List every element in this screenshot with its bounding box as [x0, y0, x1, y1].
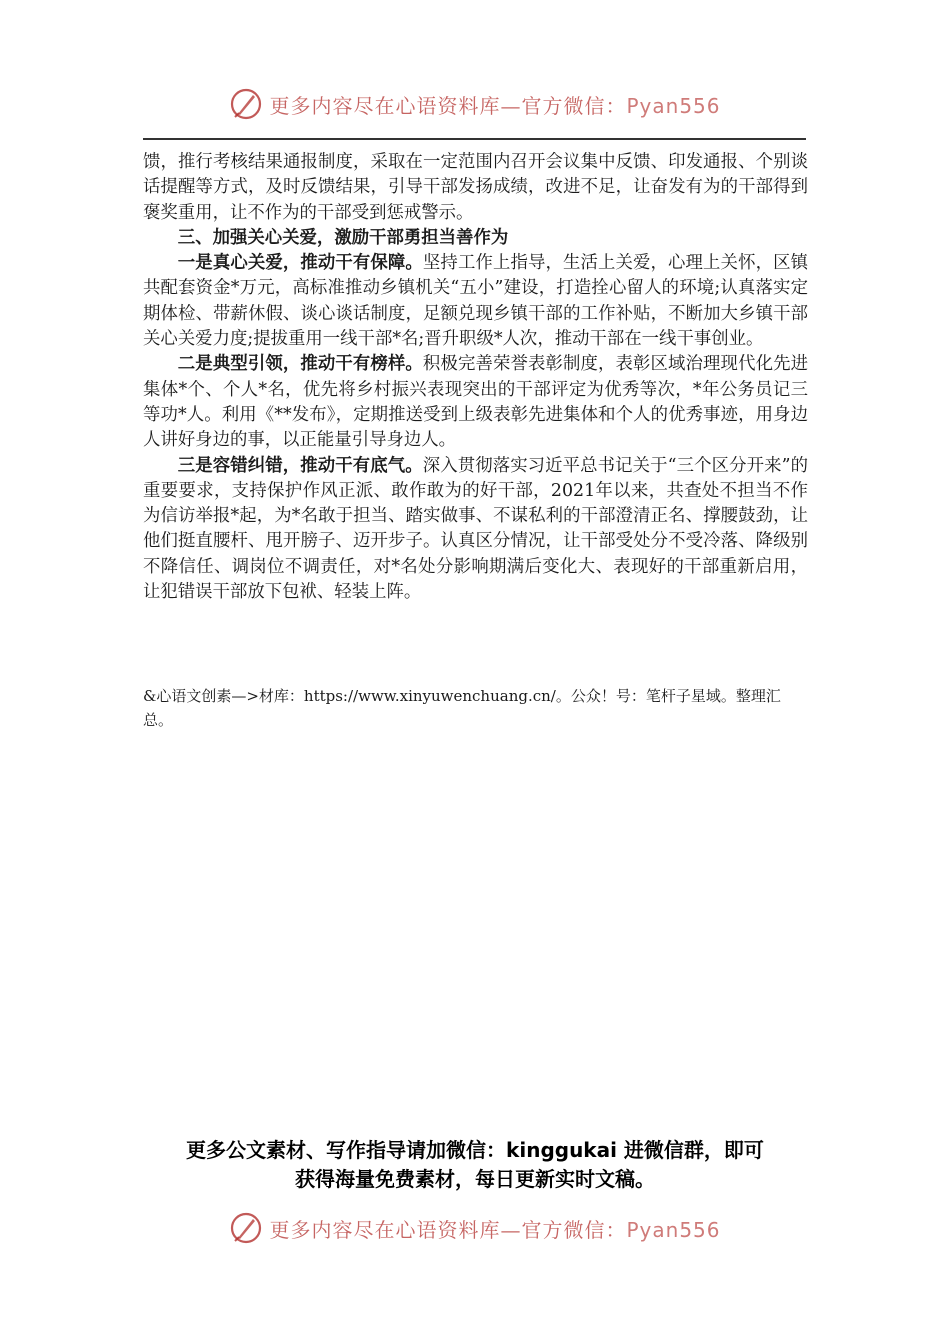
paragraph-continuation: 馈，推行考核结果通报制度，采取在一定范围内召开会议集中反馈、印发通报、个别谈话提醒等方式，及时反馈结果，引导干部发扬成绩，改进不足，让奋发有为的干部得到褒奖重用，让不作为的干部受到惩戒警示。 [143, 152, 808, 223]
quill-logo-icon [229, 1211, 263, 1245]
promo-line-2: 获得海量免费素材，每日更新实时文稿。 [295, 1167, 655, 1191]
paragraph-role-model: 二是典型引领，推动干有榜样。积极完善荣誉表彰制度，表彰区域治理现代化先进集体*个、个人*名，优先将乡村振兴表现突出的干部评定为优秀等次，*年公务员记三等功*人。利用《**发布》，定期推送受到上级表彰先进集体和个人的优秀事迹，用身边人讲好身边的事，以正能量引导身边人。 [143, 354, 808, 451]
footer-watermark-banner [0, 1208, 950, 1248]
promo-text [120, 1136, 830, 1194]
paragraph-care: 一是真心关爱，推动干有保障。坚持工作上指导，生活上关爱，心理上关怀，区镇共配套资金*万元，高标准推动乡镇机关“五小”建设，打造拴心留人的环境;认真落实定期体检、带薪休假、谈心谈话制度，足额兑现乡镇干部的工作补贴，不断加大乡镇干部关心关爱力度;提拔重用一线干部*名;晋升职级*人次，推动干部在一线干事创业。 [143, 253, 808, 350]
promo-line-1: 更多公文素材、写作指导请加微信：kinggukai 进微信群，即可 [186, 1138, 764, 1162]
source-note: &心语文创素—>材库：https://www.xinyuwenchuang.cn/。公众！号：笔杆子星域。整理汇总。 [143, 687, 781, 729]
paragraph-role-model-lead: 二是典型引领，推动干有榜样。 [177, 354, 423, 375]
paragraph-fault-tolerance: 三是容错纠错，推动干有底气。深入贯彻落实习近平总书记关于“三个区分开来”的重要要求，支持保护作风正派、敢作敢为的好干部，2021年以来，共查处不担当不作为信访举报*起，为*名敢于担当、踏实做事、不谋私利的干部澄清正名、撑腰鼓劲，让他们挺直腰杆、甩开膀子、迈开步子。认真区分情况，让干部受处分不受冷落、降级别不降信任、调岗位不调责任，对*名处分影响期满后变化大、表现好的干部重新启用，让犯错误干部放下包袱、轻装上阵。 [143, 455, 808, 603]
paragraph-care-lead: 一是真心关爱，推动干有保障。 [177, 253, 423, 274]
quill-logo-icon [229, 87, 263, 121]
header-banner-text: 更多内容尽在心语资料库—官方微信：Pyan556 [269, 93, 721, 118]
footer-banner-text: 更多内容尽在心语资料库—官方微信：Pyan556 [269, 1217, 721, 1242]
section-heading: 三、加强关心关爱，激励干部勇担当善作为 [177, 227, 509, 248]
header-watermark-banner [0, 84, 950, 124]
paragraph-fault-tolerance-lead: 三是容错纠错，推动干有底气。 [177, 455, 423, 476]
header-divider [143, 138, 806, 140]
document-body [143, 150, 808, 605]
